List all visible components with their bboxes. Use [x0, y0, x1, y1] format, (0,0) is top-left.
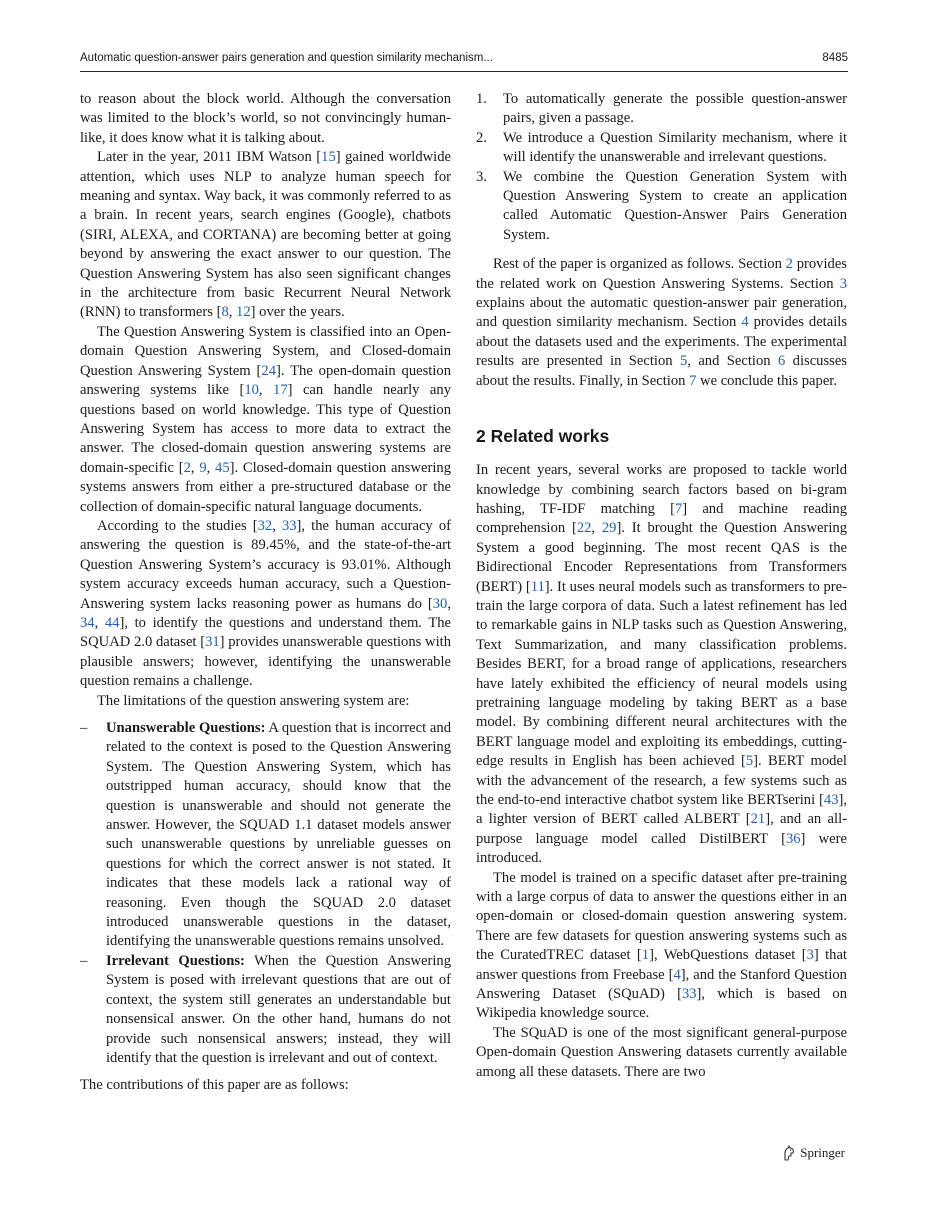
citation-link[interactable]: 21: [750, 811, 766, 828]
citation-link[interactable]: 7: [674, 500, 683, 517]
citation-link[interactable]: 29: [601, 520, 617, 537]
contributions-list: [476, 90, 847, 245]
paragraph: According to the studies [32, 33], the human accuracy of answering the question is 89.45%, and the state-of-the-art Question Answering System’s accuracy is 93.01%. Although system accuracy exceeds human accuracy, such a Question-Answering system lacks reasoning power as humans do [30, 34, 44], to identify the questions and understand them. The SQUAD 2.0 dataset [31] provides unanswerable questions with plausible answers; however, identifying the unanswerable question remains a challenge.: [80, 517, 452, 690]
citation-link[interactable]: 2: [183, 459, 191, 476]
section-link[interactable]: 7: [689, 372, 697, 389]
citation-link[interactable]: 15: [321, 149, 336, 166]
list-marker: 3.: [476, 168, 487, 185]
springer-horse-icon: [782, 1145, 796, 1161]
section-link[interactable]: 4: [741, 314, 749, 331]
right-column: [476, 90, 847, 1082]
running-header: [80, 52, 848, 70]
left-column: [80, 90, 451, 1096]
citation-link[interactable]: 1: [641, 947, 650, 964]
paragraph: In recent years, several works are proposed to tackle world knowledge by combining search factors based on bi-gram hashing, TF-IDF matching [7] and machine reading comprehension [22, 29]. It brought the Question Answering System a good beginning. The most recent QAS is the Bidirectional Encoder Representations from Transformers (BERT) [11]. It uses neural models such as transformers to pre-train the large corpora of data. Such a latest refinement has led to remarkable gains in NLP tasks such as Question Answering, Text Summarization, and many classification problems. Besides BERT, for a broad range of applications, researchers have lately exhibited the efficiency of neural models using pretraining language modeling by taking BERT as a base model. By combining different neural architectures with the BERT language model and exploiting its embeddings, cutting-edge results in English has been achieved [5]. BERT model with the advancement of the research, a few systems such as the end-to-end interactive chatbot system like BERTserini [43], a lighter version of BERT called ALBERT [21], and an all-purpose language model called DistilBERT [36] were introduced.: [476, 462, 848, 867]
list-marker: 2.: [476, 129, 487, 146]
list-item: [80, 719, 451, 952]
section-heading: 2 Related works: [476, 426, 610, 447]
citation-link[interactable]: 17: [273, 382, 288, 399]
header-rule: [80, 71, 848, 72]
list-marker: –: [80, 952, 88, 969]
citation-link[interactable]: 12: [236, 304, 251, 321]
citation-link[interactable]: 32: [257, 517, 273, 534]
list-text: To automatically generate the possible question-answer pairs, given a passage.: [503, 91, 847, 127]
citation-link[interactable]: 8: [221, 304, 229, 321]
citation-link[interactable]: 4: [673, 966, 681, 983]
paragraph: The limitations of the question answering system are:: [97, 692, 410, 709]
paragraph: to reason about the block world. Although the conversation was limited to the block’s world, so not convincingly human-like, it does know what it is talking about.: [80, 91, 451, 146]
list-text: A question that is incorrect and related to the context is posed to the Question Answering System. The Question Answering System, which has outstripped human accuracy, should know that the question is unanswerable and should not generate the answer. However, the SQUAD 1.1 dataset models answer such unanswerable questions by unreliable guesses on questions for which the correct answer is not stated. It indicates that these models lack a rational way of reasoning. Even though the SQUAD 2.0 dataset introduced unanswerable questions in the dataset, identifying the unanswerable questions remains unsolved.: [106, 720, 451, 950]
paragraph: The model is trained on a specific dataset after pre-training with a large corpus of data to answer the questions either in an open-domain or closed-domain question answering system. There are few datasets for question answering systems such as the CuratedTREC dataset [1], WebQuestions dataset [3] that answer questions from Freebase [4], and the Stanford Question Answering Dataset (SQuAD) [33], which is based on Wikipedia knowledge source.: [476, 869, 847, 1022]
paragraph: The SQuAD is one of the most significant general-purpose Open-domain Question Answering datasets currently available among all these datasets. There are two: [476, 1024, 847, 1080]
limitations-list: [80, 719, 451, 1068]
citation-link[interactable]: 33: [681, 986, 697, 1003]
publisher-name: Springer: [800, 1145, 845, 1160]
list-item: [476, 129, 847, 168]
list-text: When the Question Answering System is posed with irrelevant questions that are out of context, the system still generates an understandable but nonsensical answer. On the other hand, humans do not provide such nonsensical answers; instead, they will identify that the question is irrelevant and out of context.: [106, 952, 452, 1066]
list-marker: –: [80, 720, 88, 736]
paragraph: Later in the year, 2011 IBM Watson [15] gained worldwide attention, which uses NLP to analyze human speech for meaning and syntax. Way back, it was commonly referred to as a brain. In recent years, search engines (Google), chatbots (SIRI, ALEXA, and CORTANA) are becoming better at going beyond by answering the exact answer to our question. The Question Answering System has also seen significant changes in the architecture from basic Recurrent Neural Network (RNN) to transformers [8, 12] over the years.: [80, 149, 451, 321]
citation-link[interactable]: 24: [261, 362, 276, 379]
list-item: [476, 168, 847, 246]
citation-link[interactable]: 45: [215, 459, 230, 476]
list-item: [80, 952, 451, 1068]
list-item: [476, 90, 847, 129]
list-text: We introduce a Question Similarity mechanism, where it will identify the unanswerable and irrelevant questions.: [503, 129, 847, 166]
paragraph: Rest of the paper is organized as follows. Section 2 provides the related work on Question Answering Systems. Section 3 explains about the automatic question-answer pair generation, and question similarity mechanism. Section 4 provides details about the datasets used and the experiments. The experimental results are presented in Section 5, and Section 6 discusses about the results. Finally, in Section 7 we conclude this paper.: [476, 256, 847, 389]
citation-link[interactable]: 44: [104, 614, 120, 631]
citation-link[interactable]: 33: [281, 517, 297, 534]
citation-link[interactable]: 34: [80, 614, 95, 631]
paragraph: The Question Answering System is classified into an Open-domain Question Answering System, and Closed-domain Question Answering System [24]. The open-domain question answering systems like [10, 17] can handle nearly any questions based on world knowledge. This type of Question Answering System has access to more data to extract the answer. The closed-domain question answering systems are domain-specific [2, 9, 45]. Closed-domain question answering systems answers from either a pre-structured database or the collection of domain-specific natural language documents.: [80, 323, 452, 515]
paragraph: The contributions of this paper are as follows:: [80, 1077, 349, 1094]
list-text: We combine the Question Generation System with Question Answering System to create an application called Automatic Question-Answer Pairs Generation System.: [503, 168, 847, 243]
section-link[interactable]: 5: [679, 353, 688, 370]
citation-link[interactable]: 36: [785, 830, 801, 847]
citation-link[interactable]: 3: [806, 947, 814, 964]
section-link[interactable]: 3: [839, 275, 847, 292]
running-title: Automatic question-answer pairs generation and question similarity mechanism...: [80, 52, 493, 64]
publisher-footer: [782, 1145, 845, 1161]
citation-link[interactable]: 22: [576, 520, 592, 537]
citation-link[interactable]: 5: [745, 753, 754, 770]
citation-link[interactable]: 9: [199, 459, 207, 476]
citation-link[interactable]: 30: [432, 595, 448, 612]
list-marker: 1.: [476, 91, 487, 107]
section-link[interactable]: 2: [785, 256, 793, 273]
citation-link[interactable]: 10: [244, 382, 259, 399]
citation-link[interactable]: 43: [823, 792, 839, 808]
citation-link[interactable]: 11: [530, 578, 545, 595]
citation-link[interactable]: 31: [205, 634, 220, 651]
list-term: Irrelevant Questions:: [106, 952, 245, 969]
section-link[interactable]: 6: [777, 353, 786, 370]
list-term: Unanswerable Questions:: [106, 720, 266, 736]
page-number: 8485: [822, 52, 848, 64]
